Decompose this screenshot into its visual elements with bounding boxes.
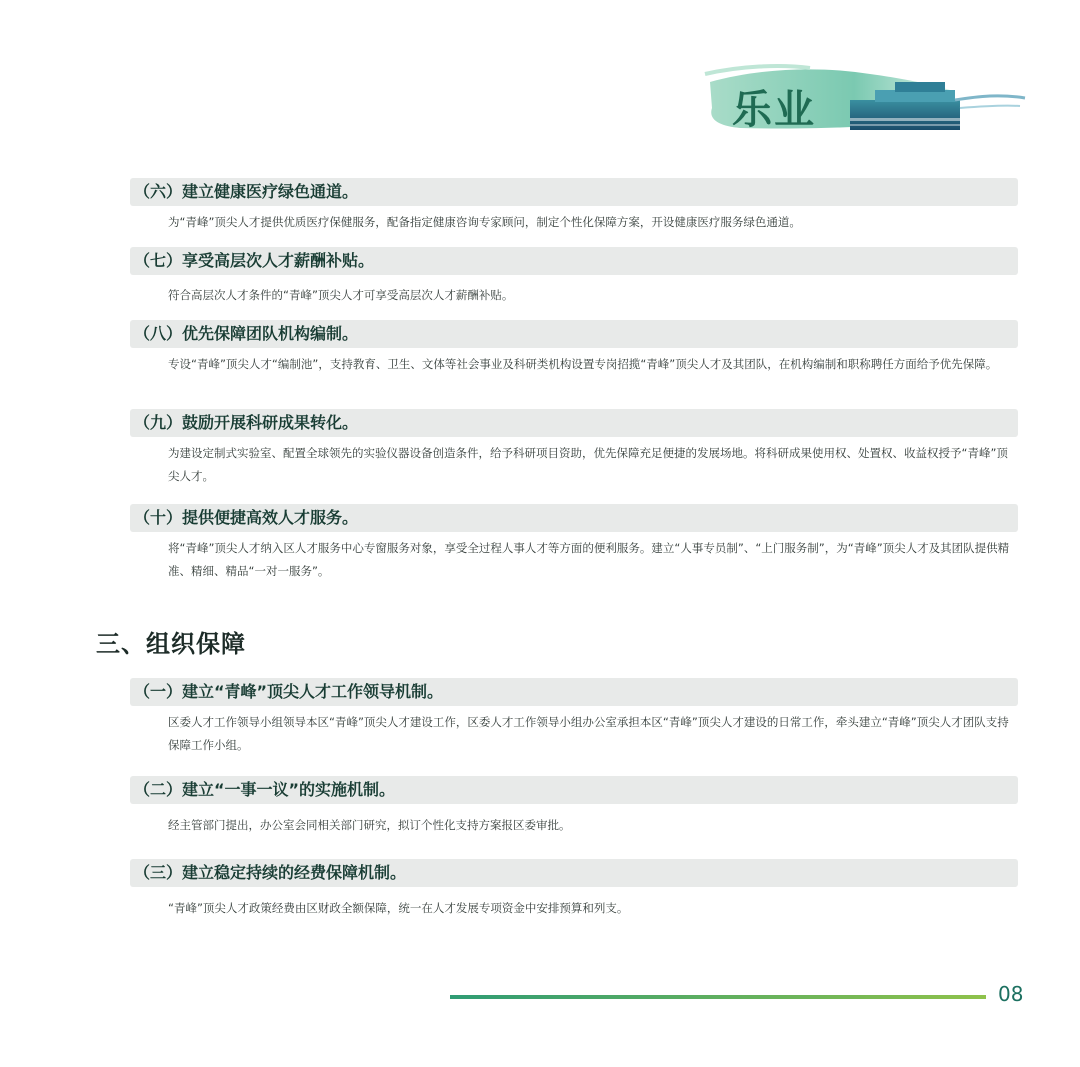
chapter-title: 三、组织保障 — [96, 630, 246, 658]
benefit-section — [130, 409, 1018, 488]
section-body: 为“青峰”顶尖人才提供优质医疗保健服务，配备指定健康咨询专家顾问，制定个性化保障方案，开设健康医疗服务绿色通道。 — [168, 215, 801, 229]
section-heading: （十）提供便捷高效人才服务。 — [130, 504, 1018, 532]
section-heading: （九）鼓励开展科研成果转化。 — [130, 409, 1018, 437]
benefit-section — [130, 178, 1018, 234]
section-heading: （二）建立“一事一议”的实施机制。 — [130, 776, 1018, 804]
section-body: 经主管部门提出，办公室会同相关部门研究，拟订个性化支持方案报区委审批。 — [168, 818, 571, 832]
section-heading: （三）建立稳定持续的经费保障机制。 — [130, 859, 1018, 887]
page-number: 08 — [998, 982, 1024, 1006]
section-heading: （一）建立“青峰”顶尖人才工作领导机制。 — [130, 678, 1018, 706]
section-body: 为建设定制式实验室、配置全球领先的实验仪器设备创造条件，给予科研项目资助，优先保障充足便捷的发展场地。将科研成果使用权、处置权、收益权授予“青峰”顶尖人才。 — [168, 446, 1008, 483]
section-heading: （七）享受高层次人才薪酬补贴。 — [130, 247, 1018, 275]
benefit-section — [130, 247, 1018, 307]
benefit-section — [130, 320, 1018, 376]
guarantee-section — [130, 776, 1018, 837]
footer-divider — [450, 995, 986, 999]
section-body: 将“青峰”顶尖人才纳入区人才服务中心专窗服务对象，享受全过程人事人才等方面的便利服务。建立“人事专员制”、“上门服务制”，为“青峰”顶尖人才及其团队提供精准、精细、精品“一对一服务”。 — [168, 541, 1010, 578]
benefit-section — [130, 504, 1018, 583]
header-title: 乐业 — [732, 86, 816, 133]
guarantee-section — [130, 678, 1018, 757]
section-body: 区委人才工作领导小组领导本区“青峰”顶尖人才建设工作，区委人才工作领导小组办公室承担本区“青峰”顶尖人才建设的日常工作，牵头建立“青峰”顶尖人才团队支持保障工作小组。 — [168, 715, 1009, 752]
guarantee-section — [130, 859, 1018, 920]
section-body: “青峰”顶尖人才政策经费由区财政全额保障，统一在人才发展专项资金中安排预算和列支。 — [168, 901, 629, 915]
section-heading: （八）优先保障团队机构编制。 — [130, 320, 1018, 348]
section-body: 专设“青峰”顶尖人才“编制池”，支持教育、卫生、文体等社会事业及科研类机构设置专岗招揽“青峰”顶尖人才及其团队，在机构编制和职称聘任方面给予优先保障。 — [168, 357, 998, 371]
section-body: 符合高层次人才条件的“青峰”顶尖人才可享受高层次人才薪酬补贴。 — [168, 288, 514, 302]
section-heading: （六）建立健康医疗绿色通道。 — [130, 178, 1018, 206]
